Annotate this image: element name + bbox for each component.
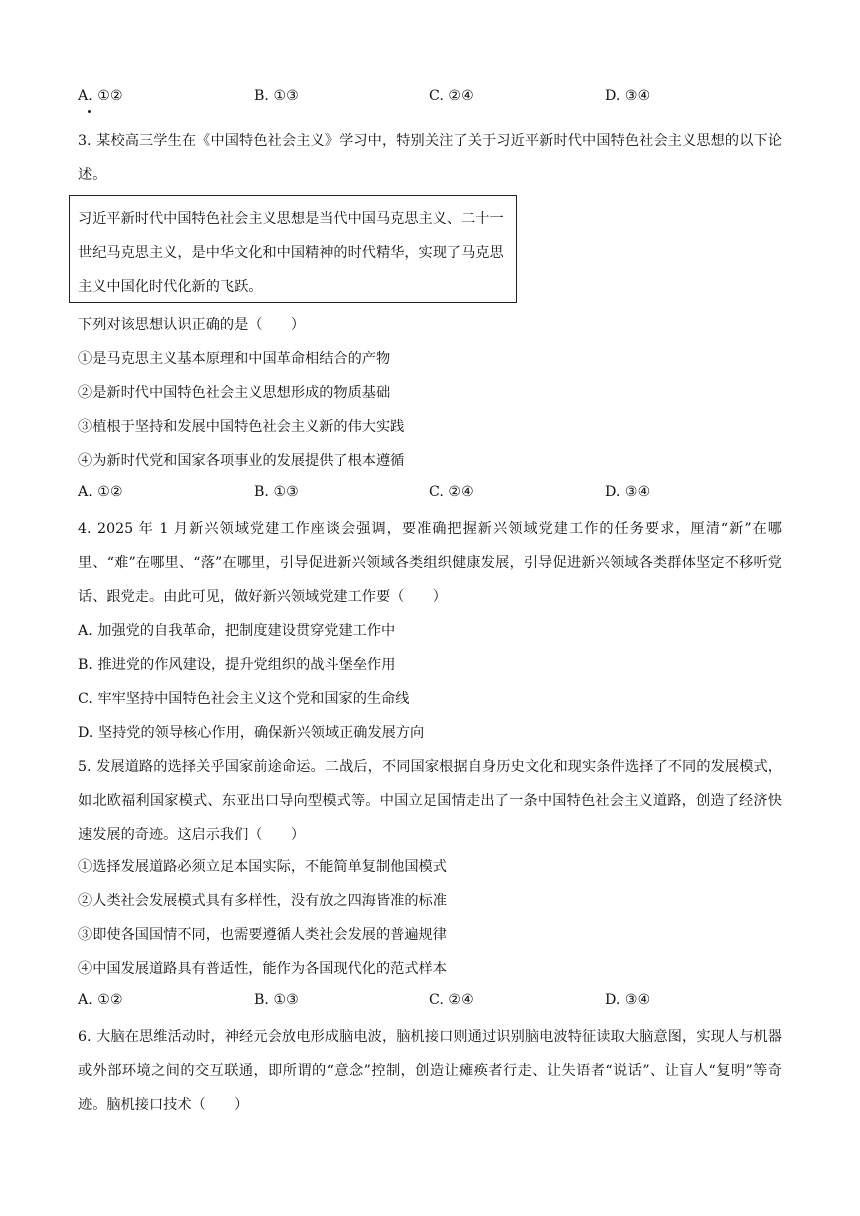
q3-quote-box: 习近平新时代中国特色社会主义思想是当代中国马克思主义、二十一世纪马克思主义，是中华文化和中国精神的时代精华，实现了马克思主义中国化时代化新的飞跃。 (69, 195, 517, 303)
q5-item-4: ④中国发展道路具有普适性，能作为各国现代化的范式样本 (78, 961, 447, 977)
q2-option-d: D. ③④ (605, 88, 651, 104)
stray-dot (88, 110, 91, 113)
q5-option-b: B. ①③ (254, 992, 299, 1008)
q3-option-d: D. ③④ (605, 484, 651, 500)
q4-option-a: A. 加强党的自我革命，把制度建设贯穿党建工作中 (78, 623, 396, 639)
q3-stem: 3. 某校高三学生在《中国特色社会主义》学习中，特别关注了关于习近平新时代中国特色社会主义思想的以下论述。 (78, 133, 782, 183)
q3-option-a: A. ①② (78, 484, 123, 500)
q3-item-1: ①是马克思主义基本原理和中国革命相结合的产物 (78, 351, 391, 367)
q5-option-a: A. ①② (78, 992, 123, 1008)
q2-option-b: B. ①③ (254, 88, 299, 104)
q5-option-c: C. ②④ (429, 992, 474, 1008)
q6-stem: 6. 大脑在思维活动时，神经元会放电形成脑电波，脑机接口则通过识别脑电波特征读取大脑意图，实现人与机器或外部环境之间的交互联通，即所谓的“意念”控制，创造让瘫痪者行走、让失语者“说话”、让盲人“复明”等奇迹。脑机接口技术（ ） (78, 1029, 782, 1113)
q2-option-a: A. ①② (78, 88, 123, 104)
q5-item-3: ③即使各国国情不同，也需要遵循人类社会发展的普遍规律 (78, 927, 447, 943)
q3-item-3: ③植根于坚持和发展中国特色社会主义新的伟大实践 (78, 419, 405, 435)
q3-item-4: ④为新时代党和国家各项事业的发展提供了根本遵循 (78, 453, 405, 469)
q2-option-c: C. ②④ (429, 88, 474, 104)
q4-option-c: C. 牢牢坚持中国特色社会主义这个党和国家的生命线 (78, 691, 410, 707)
q3-question: 下列对该思想认识正确的是（ ） (78, 317, 306, 333)
q4-option-b: B. 推进党的作风建设，提升党组织的战斗堡垒作用 (78, 657, 396, 673)
q5-item-2: ②人类社会发展模式具有多样性，没有放之四海皆准的标准 (78, 893, 447, 909)
q5-item-1: ①选择发展道路必须立足本国实际，不能简单复制他国模式 (78, 859, 447, 875)
q4-stem: 4. 2025 年 1 月新兴领域党建工作座谈会强调，要准确把握新兴领域党建工作的任务要求，厘清“新”在哪里、“难”在哪里、“落”在哪里，引导促进新兴领域各类组织健康发展，引导促进新兴领域各类群体坚定不移听党话、跟党走。由此可见，做好新兴领域党建工作要（ ） (78, 521, 782, 605)
q4-option-d: D. 坚持党的领导核心作用，确保新兴领域正确发展方向 (78, 725, 425, 741)
q5-option-d: D. ③④ (605, 992, 651, 1008)
q5-stem: 5. 发展道路的选择关乎国家前途命运。二战后，不同国家根据自身历史文化和现实条件选择了不同的发展模式，如北欧福利国家模式、东亚出口导向型模式等。中国立足国情走出了一条中国特色社会主义道路，创造了经济快速发展的奇迹。这启示我们（ ） (78, 759, 782, 843)
q3-option-b: B. ①③ (254, 484, 299, 500)
q3-options (78, 484, 782, 506)
q3-item-2: ②是新时代中国特色社会主义思想形成的物质基础 (78, 385, 391, 401)
q2-options (78, 88, 782, 110)
q5-options (78, 992, 782, 1014)
q3-option-c: C. ②④ (429, 484, 474, 500)
